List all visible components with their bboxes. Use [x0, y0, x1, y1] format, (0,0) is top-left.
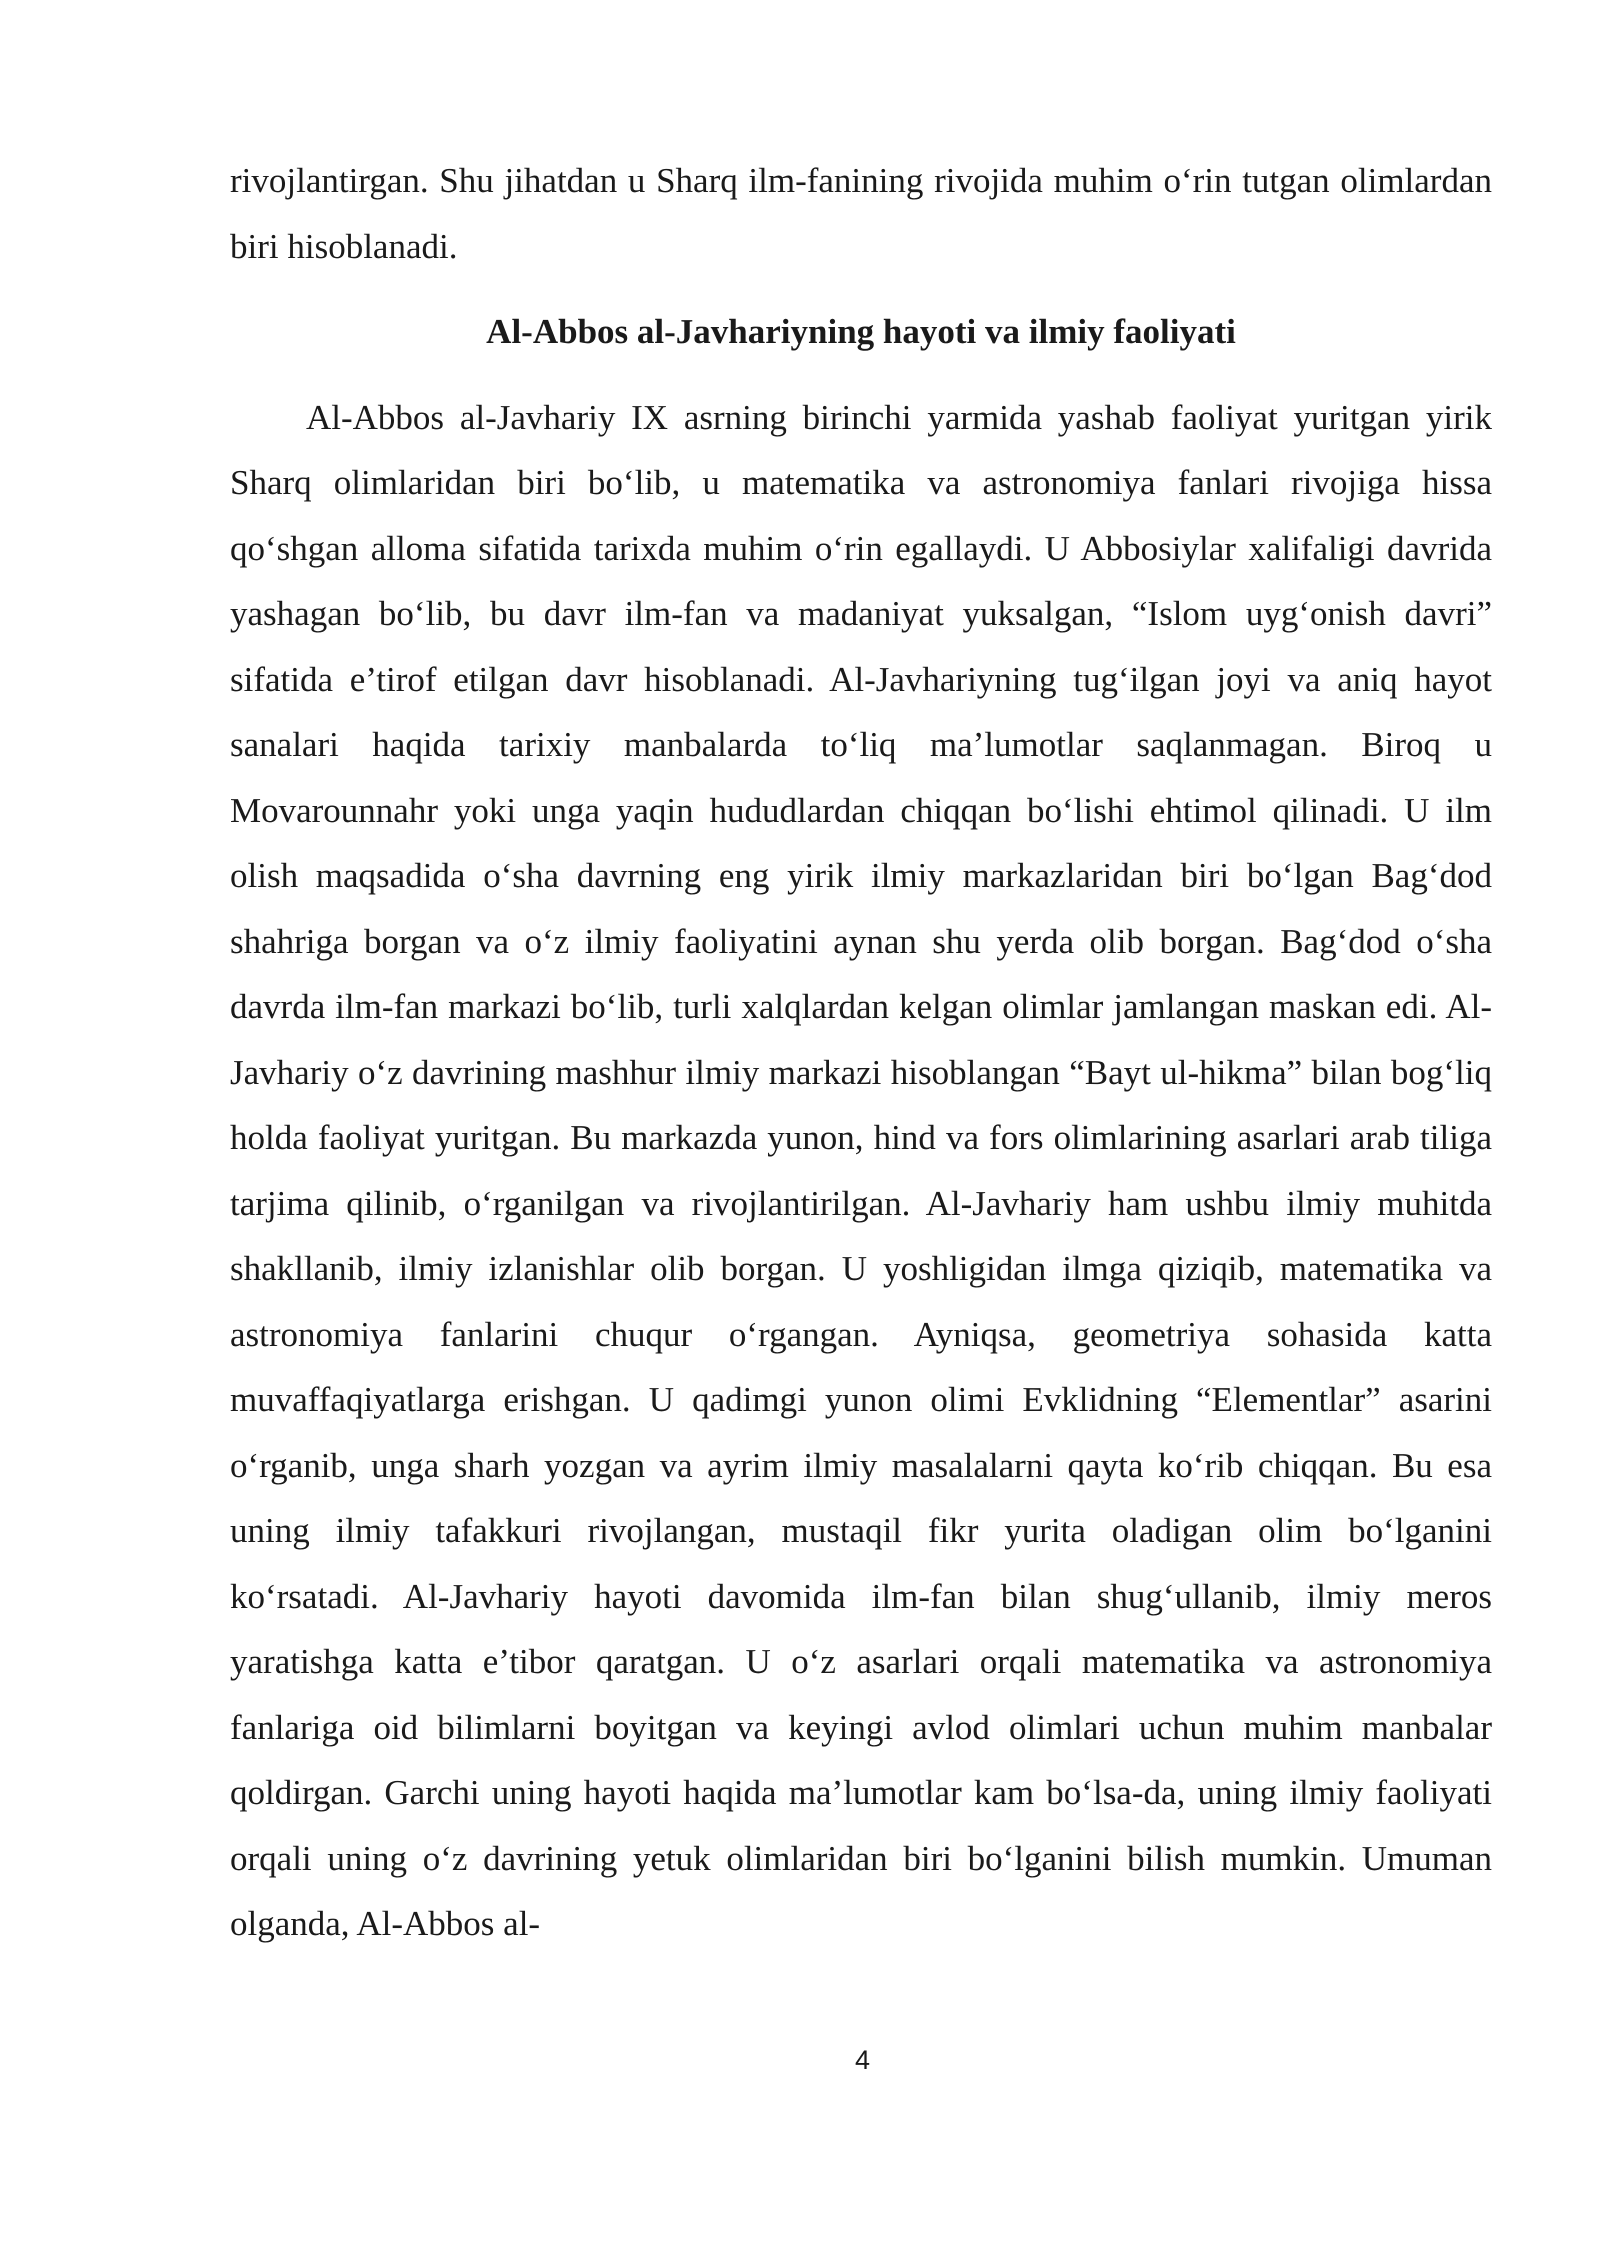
- intro-paragraph: rivojlantirgan. Shu jihatdan u Sharq ilm-fanining rivojida muhim o‘rin tutgan olimlardan biri hisoblanadi.: [230, 161, 1492, 266]
- page-number: 4: [854, 2045, 871, 2075]
- section-heading: Al-Abbos al-Javhariyning hayoti va ilmiy faoliyati: [486, 312, 1236, 351]
- page-content: [230, 148, 1492, 1957]
- body-paragraph: Al-Abbos al-Javhariy IX asrning birinchi yarmida yashab faoliyat yuritgan yirik Sharq olimlaridan biri bo‘lib, u matematika va astronomiya fanlari rivojiga hissa qo‘shgan alloma sifatida tarixda muhim o‘rin egallaydi. U Abbosiylar xalifaligi davrida yashagan bo‘lib, bu davr ilm-fan va madaniyat yuksalgan, “Islom uyg‘onish davri” sifatida e’tirof etilgan davr hisoblanadi. Al-Javhariyning tug‘ilgan joyi va aniq hayot sanalari haqida tarixiy manbalarda to‘liq ma’lumotlar saqlanmagan. Biroq u Movarounnahr yoki unga yaqin hududlardan chiqqan bo‘lishi ehtimol qilinadi. U ilm olish maqsadida o‘sha davrning eng yirik ilmiy markazlaridan biri bo‘lgan Bag‘dod shahriga borgan va o‘z ilmiy faoliyatini aynan shu yerda olib borgan. Bag‘dod o‘sha davrda ilm-fan markazi bo‘lib, turli xalqlardan kelgan olimlar jamlangan maskan edi. Al-Javhariy o‘z davrining mashhur ilmiy markazi hisoblangan “Bayt ul-hikma” bilan bog‘liq holda faoliyat yuritgan. Bu markazda yunon, hind va fors olimlarining asarlari arab tiliga tarjima qilinib, o‘rganilgan va rivojlantirilgan. Al-Javhariy ham ushbu ilmiy muhitda shakllanib, ilmiy izlanishlar olib borgan. U yoshligidan ilmga qiziqib, matematika va astronomiya fanlarini chuqur o‘rgangan. Ayniqsa, geometriya sohasida katta muvaffaqiyatlarga erishgan. U qadimgi yunon olimi Evklidning “Elementlar” asarini o‘rganib, unga sharh yozgan va ayrim ilmiy masalalarni qayta ko‘rib chiqqan. Bu esa uning ilmiy tafakkuri rivojlangan, mustaqil fikr yurita oladigan olim bo‘lganini ko‘rsatadi. Al-Javhariy hayoti davomida ilm-fan bilan shug‘ullanib, ilmiy meros yaratishga katta e’tibor qaratgan. U o‘z asarlari orqali matematika va astronomiya fanlariga oid bilimlarni boyitgan va keyingi avlod olimlari uchun muhim manbalar qoldirgan. Garchi uning hayoti haqida ma’lumotlar kam bo‘lsa-da, uning ilmiy faoliyati orqali uning o‘z davrining yetuk olimlaridan biri bo‘lganini bilish mumkin. Umuman olganda, Al-Abbos al-: [230, 397, 1492, 1943]
